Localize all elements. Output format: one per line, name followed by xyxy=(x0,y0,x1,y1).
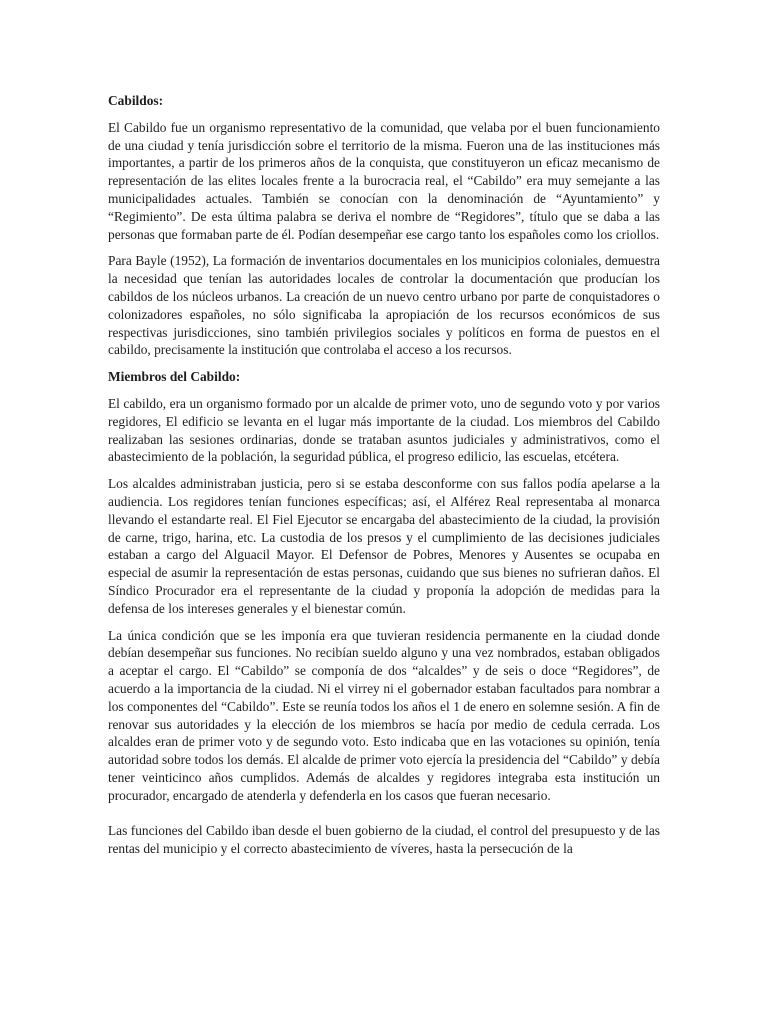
paragraph-alcaldes-regidores: Los alcaldes administraban justicia, pero si se estaba desconforme con sus fallos podía apelarse a la audiencia. Los regidores tenían funciones específicas; así, el Alférez Real representaba al monarca llevando el estandarte real. El Fiel Ejecutor se encargaba del abastecimiento de la ciudad, la provisión de carne, trigo, harina, etc. La custodia de los presos y el cumplimiento de las decisiones judiciales estaban a cargo del Alguacil Mayor. El Defensor de Pobres, Menores y Ausentes se ocupaba en especial de asumir la representación de estas personas, cuidando que sus bienes no sufrieran daños. El Síndico Procurador era el representante de la ciudad y proponía la adopción de medidas para la defensa de los intereses generales y el bienestar común. xyxy=(108,476,660,616)
paragraph-cabildo-members: El cabildo, era un organismo formado por un alcalde de primer voto, uno de segundo voto y por varios regidores, El edificio se levanta en el lugar más importante de la ciudad. Los miembros del Cabildo realizaban las sesiones ordinarias, donde se trataban asuntos judiciales y administrativos, como el abastecimiento de la población, la seguridad pública, el progreso edilicio, las escuelas, etcétera. xyxy=(108,395,660,465)
section-heading-miembros: Miembros del Cabildo: xyxy=(108,369,241,385)
paragraph-bayle-citation: Para Bayle (1952), La formación de inventarios documentales en los municipios coloniales, demuestra la necesidad que tenían las autoridades locales de controlar la documentación que producían los cabildos de los núcleos urbanos. La creación de un nuevo centro urbano por parte de conquistadores o colonizadores españoles, no sólo significaba la apropiación de los recursos económicos de sus respectivas jurisdicciones, sino también privilegios sociales y políticos en forma de puestos en el cabildo, precisamente la institución que controlaba el acceso a los recursos. xyxy=(108,253,660,358)
paragraph-cabildo-definition: El Cabildo fue un organismo representativo de la comunidad, que velaba por el buen funcionamiento de una ciudad y tenía jurisdicción sobre el territorio de la misma. Fueron una de las instituciones más importantes, a partir de los primeros años de la conquista, que constituyeron un eficaz mecanismo de representación de las elites locales frente a la burocracia real, el “Cabildo” era muy semejante a las municipalidades actuales. También se conocían con la denominación de “Ayuntamiento” y “Regimiento”. De esta última palabra se deriva el nombre de “Regidores”, título que se daba a las personas que formaban parte de él. Podían desempeñar ese cargo tanto los españoles como los criollos. xyxy=(108,119,660,242)
paragraph-residence-condition: La única condición que se les imponía era que tuvieran residencia permanente en la ciudad donde debían desempeñar sus funciones. No recibían sueldo alguno y una vez nombrados, estaban obligados a aceptar el cargo. El “Cabildo” se componía de dos “alcaldes” y de seis o doce “Regidores”, de acuerdo a la importancia de la ciudad. Ni el virrey ni el gobernador estaban facultados para nombrar a los componentes del “Cabildo”. Este se reunía todos los años el 1 de enero en solemne sesión. A fin de renovar sus autoridades y la elección de los miembros se hacía por medio de cedula cerrada. Los alcaldes eran de primer voto y de segundo voto. Esto indicaba que en las votaciones su opinión, tenía autoridad sobre todos los demás. El alcalde de primer voto ejercía la presidencia del “Cabildo” y debía tener veinticinco años cumplidos. Además de alcaldes y regidores integraba esta institución un procurador, encargado de atenderla y defenderla en los casos que fueran necesario. xyxy=(108,627,660,803)
section-heading-cabildos: Cabildos: xyxy=(108,93,164,108)
paragraph-cabildo-functions: Las funciones del Cabildo iban desde el buen gobierno de la ciudad, el control del presupuesto y de las rentas del municipio y el correcto abastecimiento de víveres, hasta la persecución de la xyxy=(108,823,660,857)
